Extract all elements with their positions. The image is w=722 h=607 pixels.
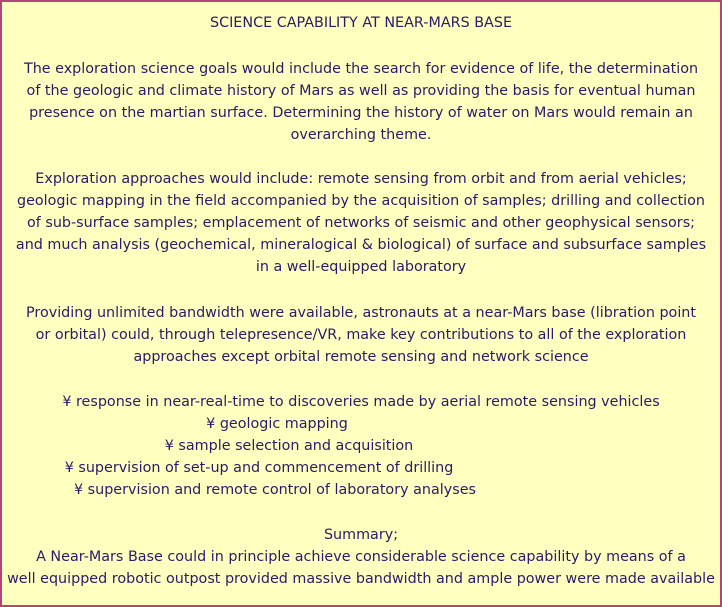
bullet-item: ¥ supervision of set-up and commencement of drilling xyxy=(64,460,454,476)
bullet-item: ¥ geologic mapping xyxy=(206,416,348,432)
paragraph-1-line-4: overarching theme. xyxy=(290,127,432,143)
paragraph-1-line-3: presence on the martian surface. Determining the history of water on Mars would remain an xyxy=(29,105,693,121)
paragraph-2-line-5: in a well-equipped laboratory xyxy=(255,259,467,275)
paragraph-2-line-2: geologic mapping in the field accompanied by the acquisition of samples; drilling and collection xyxy=(16,193,706,209)
paragraph-2-line-1: Exploration approaches would include: remote sensing from orbit and from aerial vehicles; xyxy=(35,171,687,187)
paragraph-1-line-1: The exploration science goals would include the search for evidence of life, the determination xyxy=(23,61,699,77)
slide-title: SCIENCE CAPABILITY AT NEAR-MARS BASE xyxy=(209,15,513,31)
paragraph-3-line-3: approaches except orbital remote sensing and network science xyxy=(133,349,589,365)
paragraph-2-line-4: and much analysis (geochemical, mineralogical & biological) of surface and subsurface samples xyxy=(15,237,707,253)
paragraph-2-line-3: of sub-surface samples; emplacement of networks of seismic and other geophysical sensors; xyxy=(27,215,695,231)
summary-line-2: well equipped robotic outpost provided massive bandwidth and ample power were made available xyxy=(7,571,715,587)
summary-line-1: A Near-Mars Base could in principle achieve considerable science capability by means of a xyxy=(36,549,686,565)
paragraph-3-line-2: or orbital) could, through telepresence/VR, make key contributions to all of the exploration xyxy=(35,327,687,343)
bullet-item: ¥ response in near-real-time to discoveries made by aerial remote sensing vehicles xyxy=(62,394,660,410)
paragraph-1-line-2: of the geologic and climate history of Mars as well as providing the basis for eventual human xyxy=(26,83,696,99)
summary-heading: Summary; xyxy=(323,527,399,543)
bullet-item: ¥ sample selection and acquisition xyxy=(164,438,414,454)
bullet-item: ¥ supervision and remote control of laboratory analyses xyxy=(74,482,476,498)
paragraph-3-line-1: Providing unlimited bandwidth were available, astronauts at a near-Mars base (libration point xyxy=(25,305,696,321)
